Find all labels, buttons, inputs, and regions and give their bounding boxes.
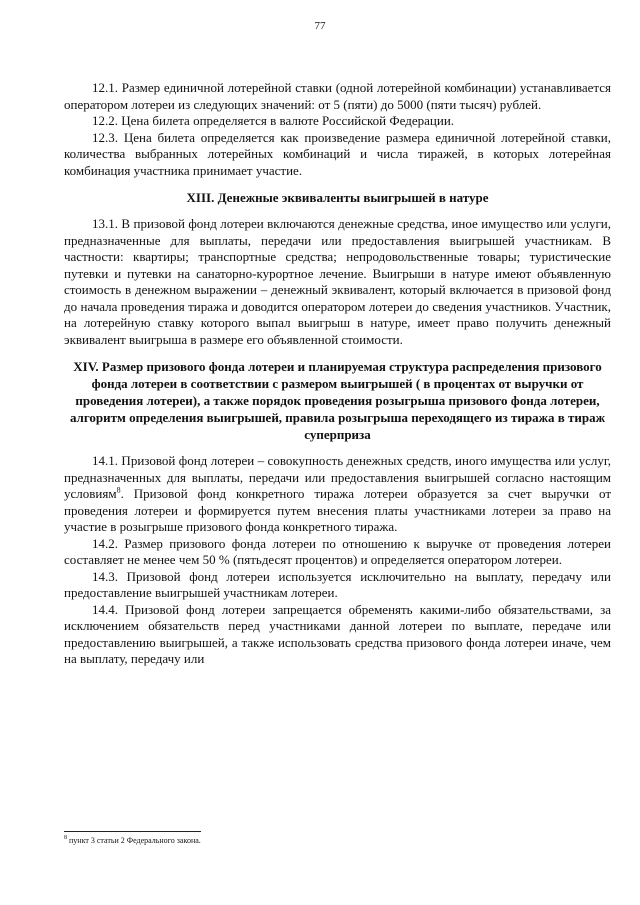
footnote-mark: 8 [64,835,67,842]
paragraph-14-1-text: 14.1. Призовой фонд лотереи – совокупность денежных средств, иного имущества или услуг, предназначенных для выплаты, передачи или предоставления выигрышей согласно настоящим условиям [64,453,611,501]
paragraph-14-1-text-continued: . Призовой фонд конкретного тиража лотереи образуется за счет выручки от проведения лотереи и формируется путем внесения платы участниками лотереи за право на участие в розыгрыше призового фонда конкретного тиража. [64,486,611,534]
paragraph-14-1 [64,453,611,536]
section-13-heading: XIII. Денежные эквиваленты выигрышей в натуре [186,190,489,205]
paragraph-14-3: 14.3. Призовой фонд лотереи используется исключительно на выплату, передачу или предоставление выигрышей участникам лотереи. [64,568,611,600]
section-14-heading: XIV. Размер призового фонда лотереи и планируемая структура распределения призового фонда лотереи в соответствии с размером выигрышей ( в процентах от выручки от проведения лотереи), а также порядок проведения розыгрыша призового фонда лотереи, алгоритм определения выигрышей, правила розыгрыша переходящего из тиража в тираж суперприза [69,359,606,442]
footnote [64,836,611,846]
page-number: 77 [314,20,326,32]
paragraph-13-1: 13.1. В призовой фонд лотереи включаются денежные средства, иное имущество или услуги, предназначенные для выплаты, передачи или предоставления выигрышей участникам. В частности: квартиры; транспортные средства; непродовольственные товары; туристические путевки и путевки на санаторно-курортное лечение. Выигрыши в натуре имеют объявленную стоимость в денежном выражении – денежный эквивалент, который включается в призовой фонд до начала проведения тиража и доводится оператором лотереи до сведения участников. Участник, на лотерейную ставку которого выпал выигрыш в натуре, имеет право получить денежный эквивалент выигрыша в размере его объявленной стоимости. [64,216,611,347]
paragraph-14-4: 14.4. Призовой фонд лотереи запрещается обременять какими-либо обязательствами, за исключением обязательств перед участниками данной лотереи по выплате, передаче или предоставлению выигрышей, а также использовать средства призового фонда лотереи иначе, чем на выплату, передачу или [64,601,611,666]
paragraph-12-3: 12.3. Цена билета определяется как произведение размера единичной лотерейной ставки, количества выбранных лотерейных комбинаций и числа тиражей, в которых лотерейная комбинация участника принимает участие. [64,129,611,178]
paragraph-12-2: 12.2. Цена билета определяется в валюте Российской Федерации. [92,113,455,128]
footnote-text: пункт 3 статьи 2 Федерального закона. [69,836,201,845]
footnote-reference[interactable]: 8 [116,485,121,495]
document-body [64,80,611,668]
footnote-divider [64,831,201,832]
paragraph-12-1: 12.1. Размер единичной лотерейной ставки (одной лотерейной комбинации) устанавливается оператором лотереи из следующих значений: от 5 (пяти) до 5000 (пяти тысяч) рублей. [64,80,611,112]
paragraph-14-2: 14.2. Размер призового фонда лотереи по отношению к выручке от проведения лотереи составляет не менее чем 50 % (пятьдесят процентов) и определяется оператором лотереи. [64,535,611,567]
